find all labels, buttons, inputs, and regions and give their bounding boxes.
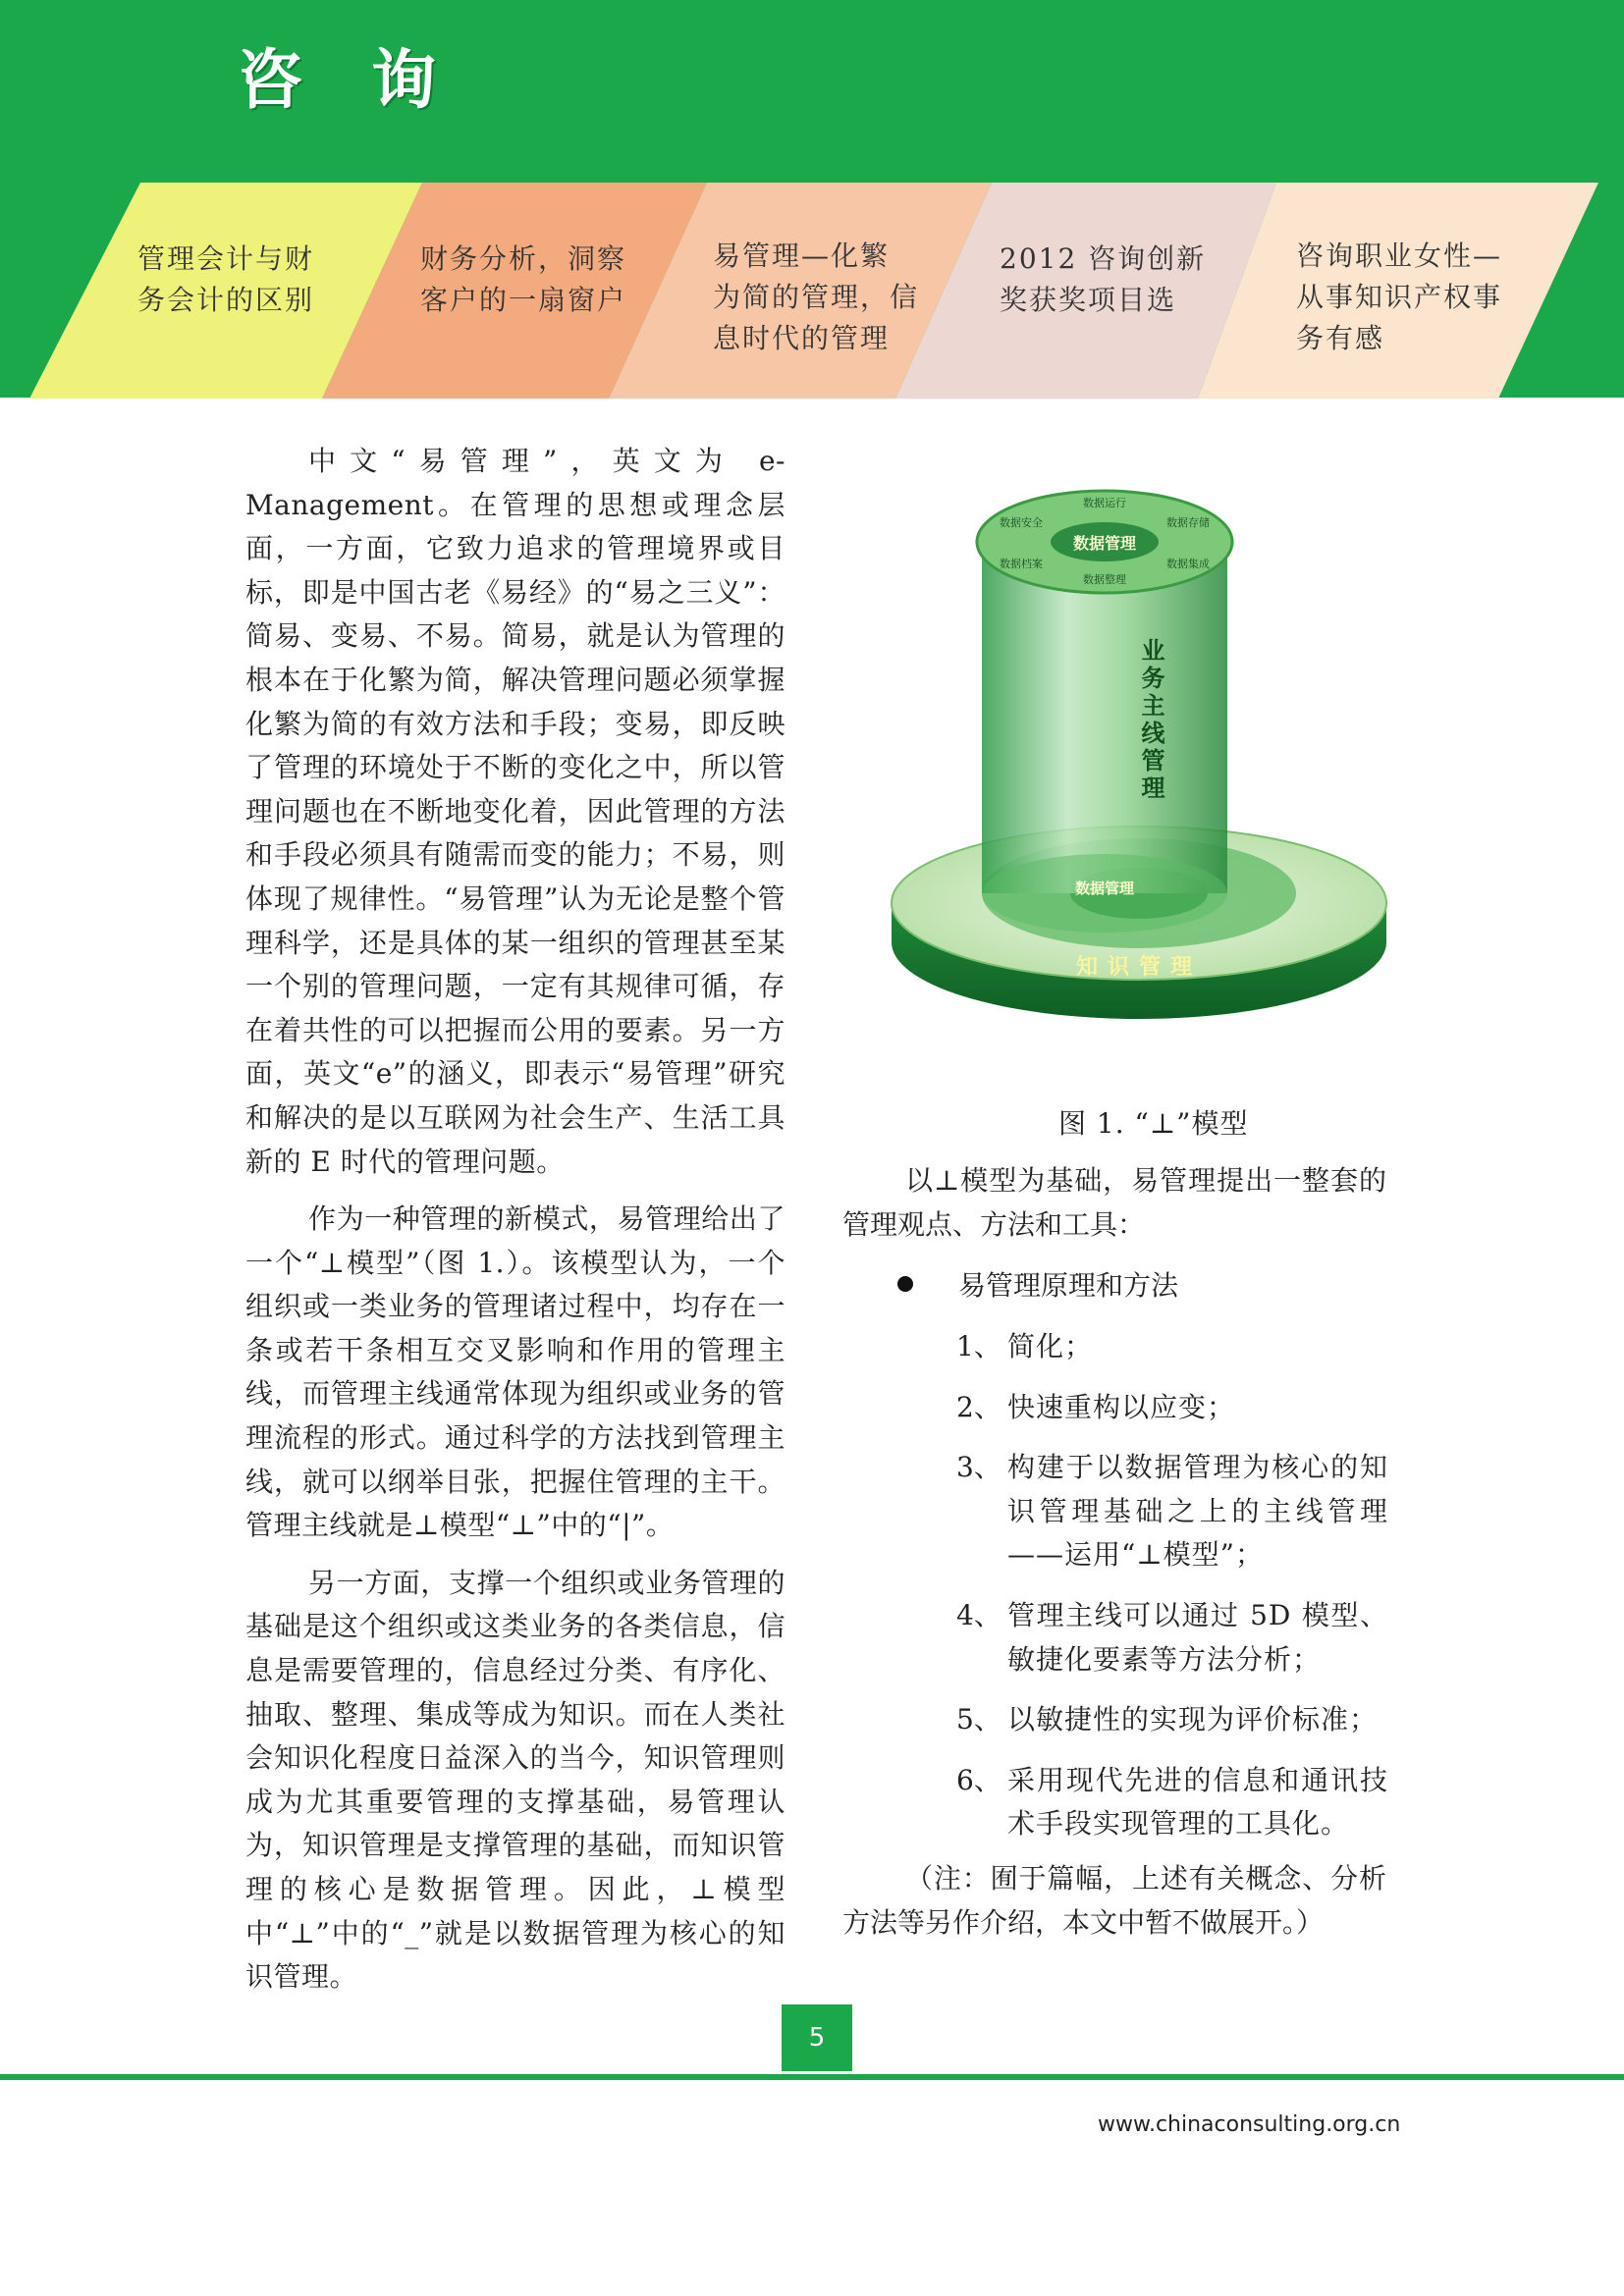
ring-item-5: 数据安全 [1000, 516, 1043, 529]
list-text: 以敏捷性的实现为评价标准； [1007, 1703, 1379, 1736]
t-model-figure [864, 481, 1414, 1031]
list-item [956, 1386, 1388, 1430]
base-center-label: 数据管理 [1074, 880, 1135, 897]
top-center-label: 数据管理 [1072, 534, 1137, 553]
base-label: 知识管理 [1075, 955, 1203, 980]
bullet-text: 易管理原理和方法 [958, 1269, 1179, 1302]
list-num: 1、 [956, 1330, 1001, 1362]
ring-item-0: 数据运行 [1083, 497, 1126, 509]
list-item [956, 1325, 1388, 1369]
ring-item-4: 数据档案 [1000, 558, 1043, 570]
tab-financial-analysis[interactable]: 财务分析，洞察 客户的一扇窗户 [420, 242, 627, 316]
list-text: 简化； [1007, 1330, 1094, 1362]
paragraph-model: 作为一种管理的新模式，易管理给出了一个“⊥模型”（图 1.）。该模型认为，一个组织或一类业务的管理诸过程中，均存在一条或若干条相互交叉影响和作用的管理主线，而管理主线通常体现为组织或业务的管理流程的形式。通过科学的方法找到管理主线，就可以纲举目张，把握住管理的主干。管理主线就是⊥模型“⊥”中的“|”。 [245, 1202, 785, 1542]
left-column [245, 440, 785, 2013]
list-text: 构建于以数据管理为核心的知识管理基础之上的主线管理——运用“⊥模型”； [1007, 1451, 1388, 1572]
list-num: 4、 [956, 1598, 1001, 1631]
ring-item-1: 数据存储 [1166, 516, 1210, 529]
page-number: 5 [782, 2004, 852, 2071]
website-link[interactable]: www.chinaconsulting.org.cn [1098, 2112, 1401, 2137]
section-title: 咨询 [238, 42, 505, 118]
bullet-heading [897, 1264, 1178, 1304]
list-item [956, 1698, 1388, 1742]
paragraph-intro: 中文“易管理”，英文为 e-Management。在管理的思想或理念层面，一方面，它致力追求的管理境界或目标，即是中国古老《易经》的“易之三义”：简易、变易、不易。简易，就是认为管理的根本在于化繁为简，解决管理问题必须掌握化繁为简的有效方法和手段；变易，即反映了管理的环境处于不断的变化之中，所以管理问题也在不断地变化着，因此管理的方法和手段必须具有随需而变的能力；不易，则体现了规律性。“易管理”认为无论是整个管理科学，还是具体的某一组织的管理甚至某一个别的管理问题，一定有其规律可循，存在着共性的可以把握而公用的要素。另一方面，英文“e”的涵义，即表示“易管理”研究和解决的是以互联网为社会生产、生活工具新的 E 时代的管理问题。 [245, 445, 785, 1178]
figure-caption: 图 1. “⊥”模型 [1058, 1107, 1249, 1140]
list-item [956, 1759, 1388, 1846]
list-item [956, 1594, 1388, 1682]
list-num: 3、 [956, 1451, 1001, 1484]
list-num: 6、 [956, 1763, 1001, 1796]
right-intro: 以⊥模型为基础，易管理提出一整套的管理观点、方法和工具： [842, 1164, 1386, 1241]
list-text: 管理主线可以通过 5D 模型、敏捷化要素等方法分析； [1007, 1598, 1388, 1676]
list-item [956, 1446, 1388, 1577]
footer-divider [0, 2074, 1624, 2080]
principles-list [956, 1325, 1388, 1863]
ring-item-2: 数据集成 [1166, 558, 1210, 570]
tab-management-accounting[interactable]: 管理会计与财 务会计的区别 [137, 242, 315, 316]
tab-consulting-women[interactable]: 咨询职业女性— 从事知识产权事 务有感 [1296, 240, 1503, 354]
bullet-icon [897, 1276, 913, 1292]
list-text: 快速重构以应变； [1007, 1390, 1236, 1423]
paragraph-knowledge: 另一方面，支撑一个组织或业务管理的基础是这个组织或这类业务的各类信息，信息是需要管理的，信息经过分类、有序化、抽取、整理、集成等成为知识。而在人类社会知识化程度日益深入的当今，知识管理则成为尤其重要管理的支撑基础，易管理认为，知识管理是支撑管理的基础，而知识管理的核心是数据管理。因此，⊥模型中“⊥”中的“_”就是以数据管理为核心的知识管理。 [245, 1566, 785, 1994]
list-text: 采用现代先进的信息和通讯技术手段实现管理的工具化。 [1007, 1763, 1388, 1841]
list-num: 5、 [956, 1703, 1001, 1736]
tab-e-management[interactable]: 易管理—化繁 为简的管理，信 息时代的管理 [713, 240, 920, 354]
tab-innovation-award[interactable]: 2012 咨询创新 奖获奖项目选 [1000, 242, 1207, 316]
footnote: （注：囿于篇幅，上述有关概念、分析方法等另作介绍，本文中暂不做展开。） [842, 1862, 1386, 1939]
cylinder-label: 业务主线管理 [1137, 638, 1164, 803]
ring-item-3: 数据整理 [1083, 573, 1126, 586]
list-num: 2、 [956, 1390, 1001, 1423]
